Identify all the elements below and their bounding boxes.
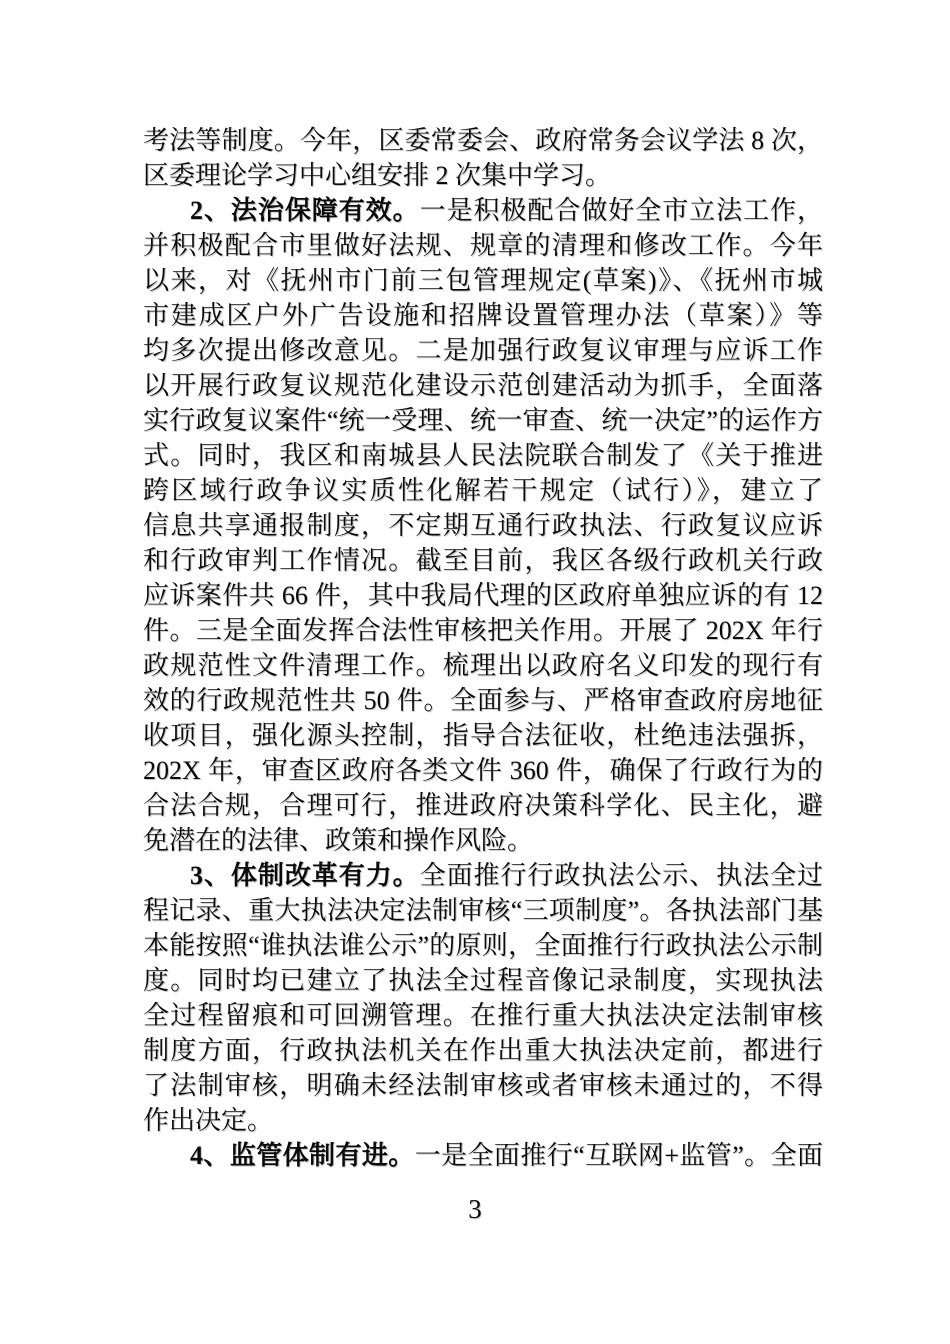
text-line	[143, 193, 823, 228]
body-run: 以来，对《抚州市门前三包管理规定(草案)》、《抚州市城	[143, 266, 823, 295]
body-run: 信息共享通报制度，不定期互通行政执法、行政复议应诉	[143, 511, 823, 540]
text-line	[143, 788, 823, 823]
body-run: 一是积极配合做好全市立法工作，	[419, 196, 823, 225]
body-run: 式。同时，我区和南城县人民法院联合制发了《关于推进	[143, 441, 823, 470]
body-run: 均多次提出修改意见。二是加强行政复议审理与应诉工作	[143, 336, 823, 365]
text-line	[143, 893, 823, 928]
body-run: 考法等制度。今年，区委常委会、政府常务会议学法 8 次，	[143, 126, 823, 155]
text-line	[143, 823, 823, 858]
body-run: 202X 年，审查区政府各类文件 360 件，确保了行政行为的	[143, 756, 823, 785]
text-line	[143, 333, 823, 368]
body-run: 全过程留痕和可回溯管理。在推行重大执法决定法制审核	[143, 1001, 823, 1030]
body-run: 作出决定。	[143, 1106, 274, 1135]
body-run: 全面推行行政执法公示、执法全过	[419, 861, 823, 890]
body-run: 收项目，强化源头控制，指导合法征收，杜绝违法强拆，	[143, 721, 823, 750]
body-run: 本能按照“谁执法谁公示”的原则，全面推行行政执法公示制	[143, 931, 823, 960]
body-run: 市建成区户外广告设施和招牌设置管理办法（草案）》等	[143, 301, 823, 330]
text-line	[143, 1068, 823, 1103]
text-line	[143, 403, 823, 438]
text-line	[143, 613, 823, 648]
text-line	[143, 473, 823, 508]
body-run: 免潜在的法律、政策和操作风险。	[143, 826, 534, 855]
text-line	[143, 228, 823, 263]
text-line	[143, 718, 823, 753]
body-run: 制度方面，行政执法机关在作出重大执法决定前，都进行	[143, 1036, 823, 1065]
text-line	[143, 998, 823, 1033]
text-line	[143, 368, 823, 403]
text-line	[143, 158, 823, 193]
text-line	[143, 298, 823, 333]
text-block	[143, 123, 823, 1173]
body-run: 了法制审核，明确未经法制审核或者审核未通过的，不得	[143, 1071, 823, 1100]
text-line	[143, 1138, 823, 1173]
body-run: 度。同时均已建立了执法全过程音像记录制度，实现执法	[143, 966, 823, 995]
text-line	[143, 1033, 823, 1068]
body-run: 程记录、重大执法决定法制审核“三项制度”。各执法部门基	[143, 896, 823, 925]
heading-run: 2、法治保障有效。	[190, 196, 420, 225]
text-line	[143, 123, 823, 158]
text-line	[143, 578, 823, 613]
body-run: 区委理论学习中心组安排 2 次集中学习。	[143, 161, 612, 190]
body-run: 跨区域行政争议实质性化解若干规定（试行）》，建立了	[143, 476, 823, 505]
body-run: 并积极配合市里做好法规、规章的清理和修改工作。今年	[143, 231, 823, 260]
body-run: 和行政审判工作情况。截至目前，我区各级行政机关行政	[143, 546, 823, 575]
body-run: 效的行政规范性共 50 件。全面参与、严格审查政府房地征	[143, 686, 823, 715]
page-number: 3	[468, 1194, 482, 1224]
text-line	[143, 858, 823, 893]
body-run: 件。三是全面发挥合法性审核把关作用。开展了 202X 年行	[143, 616, 823, 645]
text-line	[143, 438, 823, 473]
body-run: 一是全面推行“互联网+监管”。全面	[414, 1141, 823, 1170]
text-line	[143, 648, 823, 683]
text-line	[143, 508, 823, 543]
body-run: 实行政复议案件“统一受理、统一审查、统一决定”的运作方	[143, 406, 823, 435]
body-run: 应诉案件共 66 件，其中我局代理的区政府单独应诉的有 12	[143, 581, 823, 610]
text-line	[143, 753, 823, 788]
body-run: 合法合规，合理可行，推进政府决策科学化、民主化，避	[143, 791, 823, 820]
text-line	[143, 683, 823, 718]
heading-run: 4、监管体制有进。	[190, 1141, 415, 1170]
text-line	[143, 928, 823, 963]
text-line	[143, 543, 823, 578]
text-line	[143, 1103, 823, 1138]
text-line	[143, 963, 823, 998]
body-run: 政规范性文件清理工作。梳理出以政府名义印发的现行有	[143, 651, 823, 680]
heading-run: 3、体制改革有力。	[190, 861, 420, 890]
body-run: 以开展行政复议规范化建设示范创建活动为抓手，全面落	[143, 371, 823, 400]
text-line	[143, 263, 823, 298]
